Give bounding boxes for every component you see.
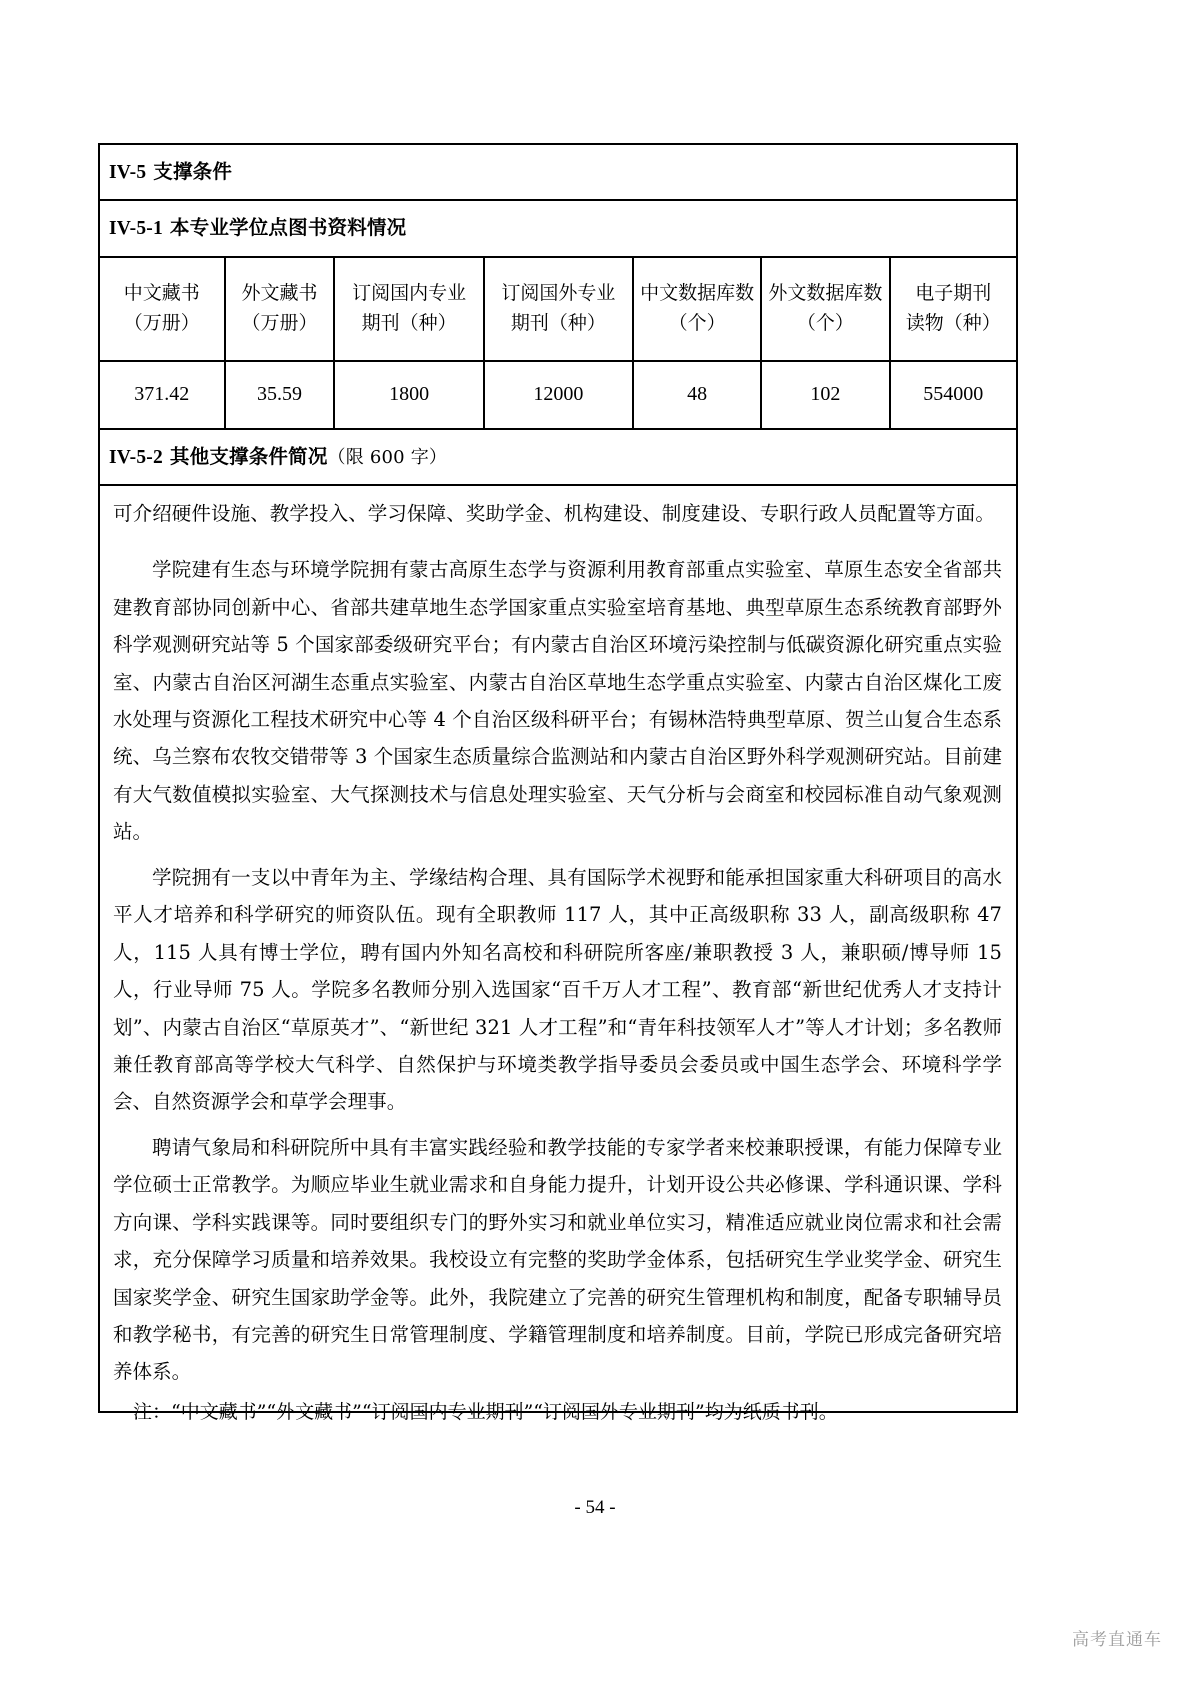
section-heading-iv5-1 bbox=[99, 200, 1017, 256]
section-tag-iv5: IV-5 bbox=[109, 162, 147, 183]
body-paragraph-2: 学院拥有一支以中青年为主、学缘结构合理、具有国际学术视野和能承担国家重大科研项目的高水平人才培养和科学研究的师资队伍。现有全职教师 117 人，其中正高级职称 33 人，副高级职称 47 人，115 人具有博士学位，聘有国内外知名高校和科研院所客座/兼职教授 3 人，兼职硕/博导师 15 人，行业导师 75 人。学院多名教师分别入选国家“百千万人才工程”、教育部“新世纪优秀人才支持计划”、内蒙古自治区“草原英才”、“新世纪 321 人才工程”和“青年科技领军人才”等人才计划；多名教师兼任教育部高等学校大气科学、自然保护与环境类教学指导委员会委员或中国生态学会、环境科学学会、自然资源学会和草学会理事。 bbox=[113, 865, 1002, 1114]
section-row-iv5 bbox=[99, 144, 1017, 200]
stats-header-line1: 订阅国外专业 bbox=[501, 282, 616, 305]
stats-header-cell-4 bbox=[633, 258, 761, 361]
stats-header-line1: 电子期刊 bbox=[915, 282, 992, 305]
stats-header-line2: （万册） bbox=[123, 311, 200, 334]
stats-header-line2: 期刊（种） bbox=[510, 311, 606, 334]
stats-table-cell bbox=[99, 257, 1017, 429]
body-paragraph-3: 聘请气象局和科研院所中具有丰富实践经验和教学技能的专家学者来校兼职授课，有能力保障专业学位硕士正常教学。为顺应毕业生就业需求和自身能力提升，计划开设公共必修课、学科通识课、学科方向课、学科实践课等。同时要组织专门的野外实习和就业单位实习，精准适应就业岗位需求和社会需求，充分保障学习质量和培养效果。我校设立有完整的奖助学金体系，包括研究生学业奖学金、研究生国家奖学金、研究生国家助学金等。此外，我院建立了完善的研究生管理机构和制度，配备专职辅导员和教学秘书，有完善的研究生日常管理制度、学籍管理制度和培养制度。目前，学院已形成完备研究培养体系。 bbox=[113, 1135, 1002, 1384]
body-hint-text: 可介绍硬件设施、教学投入、学习保障、奖助学金、机构建设、制度建设、专职行政人员配置等方面。 bbox=[113, 502, 996, 526]
stats-header-cell-3 bbox=[484, 258, 633, 361]
stats-header-line1: 中文藏书 bbox=[123, 282, 200, 305]
stats-header-cell-6 bbox=[890, 258, 1016, 361]
section-title-iv5-2: 其他支撑条件简况 bbox=[169, 444, 328, 468]
section-tag-iv5-2: IV-5-2 bbox=[109, 446, 163, 468]
stats-header-line1: 外文数据库数 bbox=[768, 282, 883, 305]
stats-value-cell-5: 102 bbox=[761, 361, 889, 428]
stats-table-row bbox=[99, 257, 1017, 429]
section-limit-iv5-2: （限 600 字） bbox=[327, 446, 448, 468]
section-row-iv5-2 bbox=[99, 429, 1017, 485]
stats-header-cell-1 bbox=[225, 258, 335, 361]
stats-value-cell-4: 48 bbox=[633, 361, 761, 428]
section-title-iv5: 支撑条件 bbox=[153, 160, 233, 183]
stats-header-cell-0 bbox=[100, 258, 225, 361]
stats-value-cell-1: 35.59 bbox=[225, 361, 335, 428]
table-footnote: 注：“中文藏书”“外文藏书”“订阅国内专业期刊”“订阅国外专业期刊”均为纸质书刊。 bbox=[133, 1401, 838, 1423]
stats-header-line1: 外文藏书 bbox=[241, 282, 318, 305]
section-heading-iv5-2 bbox=[99, 429, 1017, 485]
stats-value-row bbox=[100, 361, 1016, 428]
stats-header-line2: 读物（种） bbox=[905, 311, 1001, 334]
stats-header-line2: （个） bbox=[668, 311, 726, 334]
support-conditions-table bbox=[98, 143, 1018, 1413]
body-text-cell bbox=[99, 485, 1017, 1412]
body-text-row bbox=[99, 485, 1017, 1412]
stats-header-line1: 中文数据库数 bbox=[640, 282, 755, 305]
stats-header-line2: （个） bbox=[796, 311, 854, 334]
stats-value-cell-2: 1800 bbox=[334, 361, 483, 428]
stats-value-cell-3: 12000 bbox=[484, 361, 633, 428]
stats-value-cell-6: 554000 bbox=[923, 383, 984, 406]
section-heading-iv5 bbox=[99, 144, 1017, 200]
section-tag-iv5-1: IV-5-1 bbox=[109, 218, 163, 240]
library-statistics-table bbox=[100, 258, 1016, 428]
page-number: - 54 - bbox=[574, 1497, 616, 1518]
stats-header-line2: （万册） bbox=[241, 311, 318, 334]
body-paragraph-1: 学院建有生态与环境学院拥有蒙古高原生态学与资源利用教育部重点实验室、草原生态安全省部共建教育部协同创新中心、省部共建草地生态学国家重点实验室培育基地、典型草原生态系统教育部野外科学观测研究站等 5 个国家部委级研究平台；有内蒙古自治区环境污染控制与低碳资源化研究重点实验室、内蒙古自治区河湖生态重点实验室、内蒙古自治区草地生态学重点实验室、内蒙古自治区煤化工废水处理与资源化工程技术研究中心等 4 个自治区级科研平台；有锡林浩特典型草原、贺兰山复合生态系统、乌兰察布农牧交错带等 3 个国家生态质量综合监测站和内蒙古自治区野外科学观测研究站。目前建有大气数值模拟实验室、大气探测技术与信息处理实验室、天气分析与会商室和校园标准自动气象观测站。 bbox=[113, 558, 1002, 844]
stats-header-cell-5 bbox=[761, 258, 889, 361]
stats-header-cell-2 bbox=[334, 258, 483, 361]
stats-header-line1: 订阅国内专业 bbox=[352, 282, 467, 305]
stats-header-line2: 期刊（种） bbox=[361, 311, 457, 334]
stats-value-cell-0: 371.42 bbox=[100, 361, 225, 428]
watermark-label: 高考直通车 bbox=[1072, 1630, 1162, 1650]
section-title-iv5-1: 本专业学位点图书资料情况 bbox=[169, 216, 407, 240]
stats-header-row bbox=[100, 258, 1016, 361]
section-row-iv5-1 bbox=[99, 200, 1017, 256]
